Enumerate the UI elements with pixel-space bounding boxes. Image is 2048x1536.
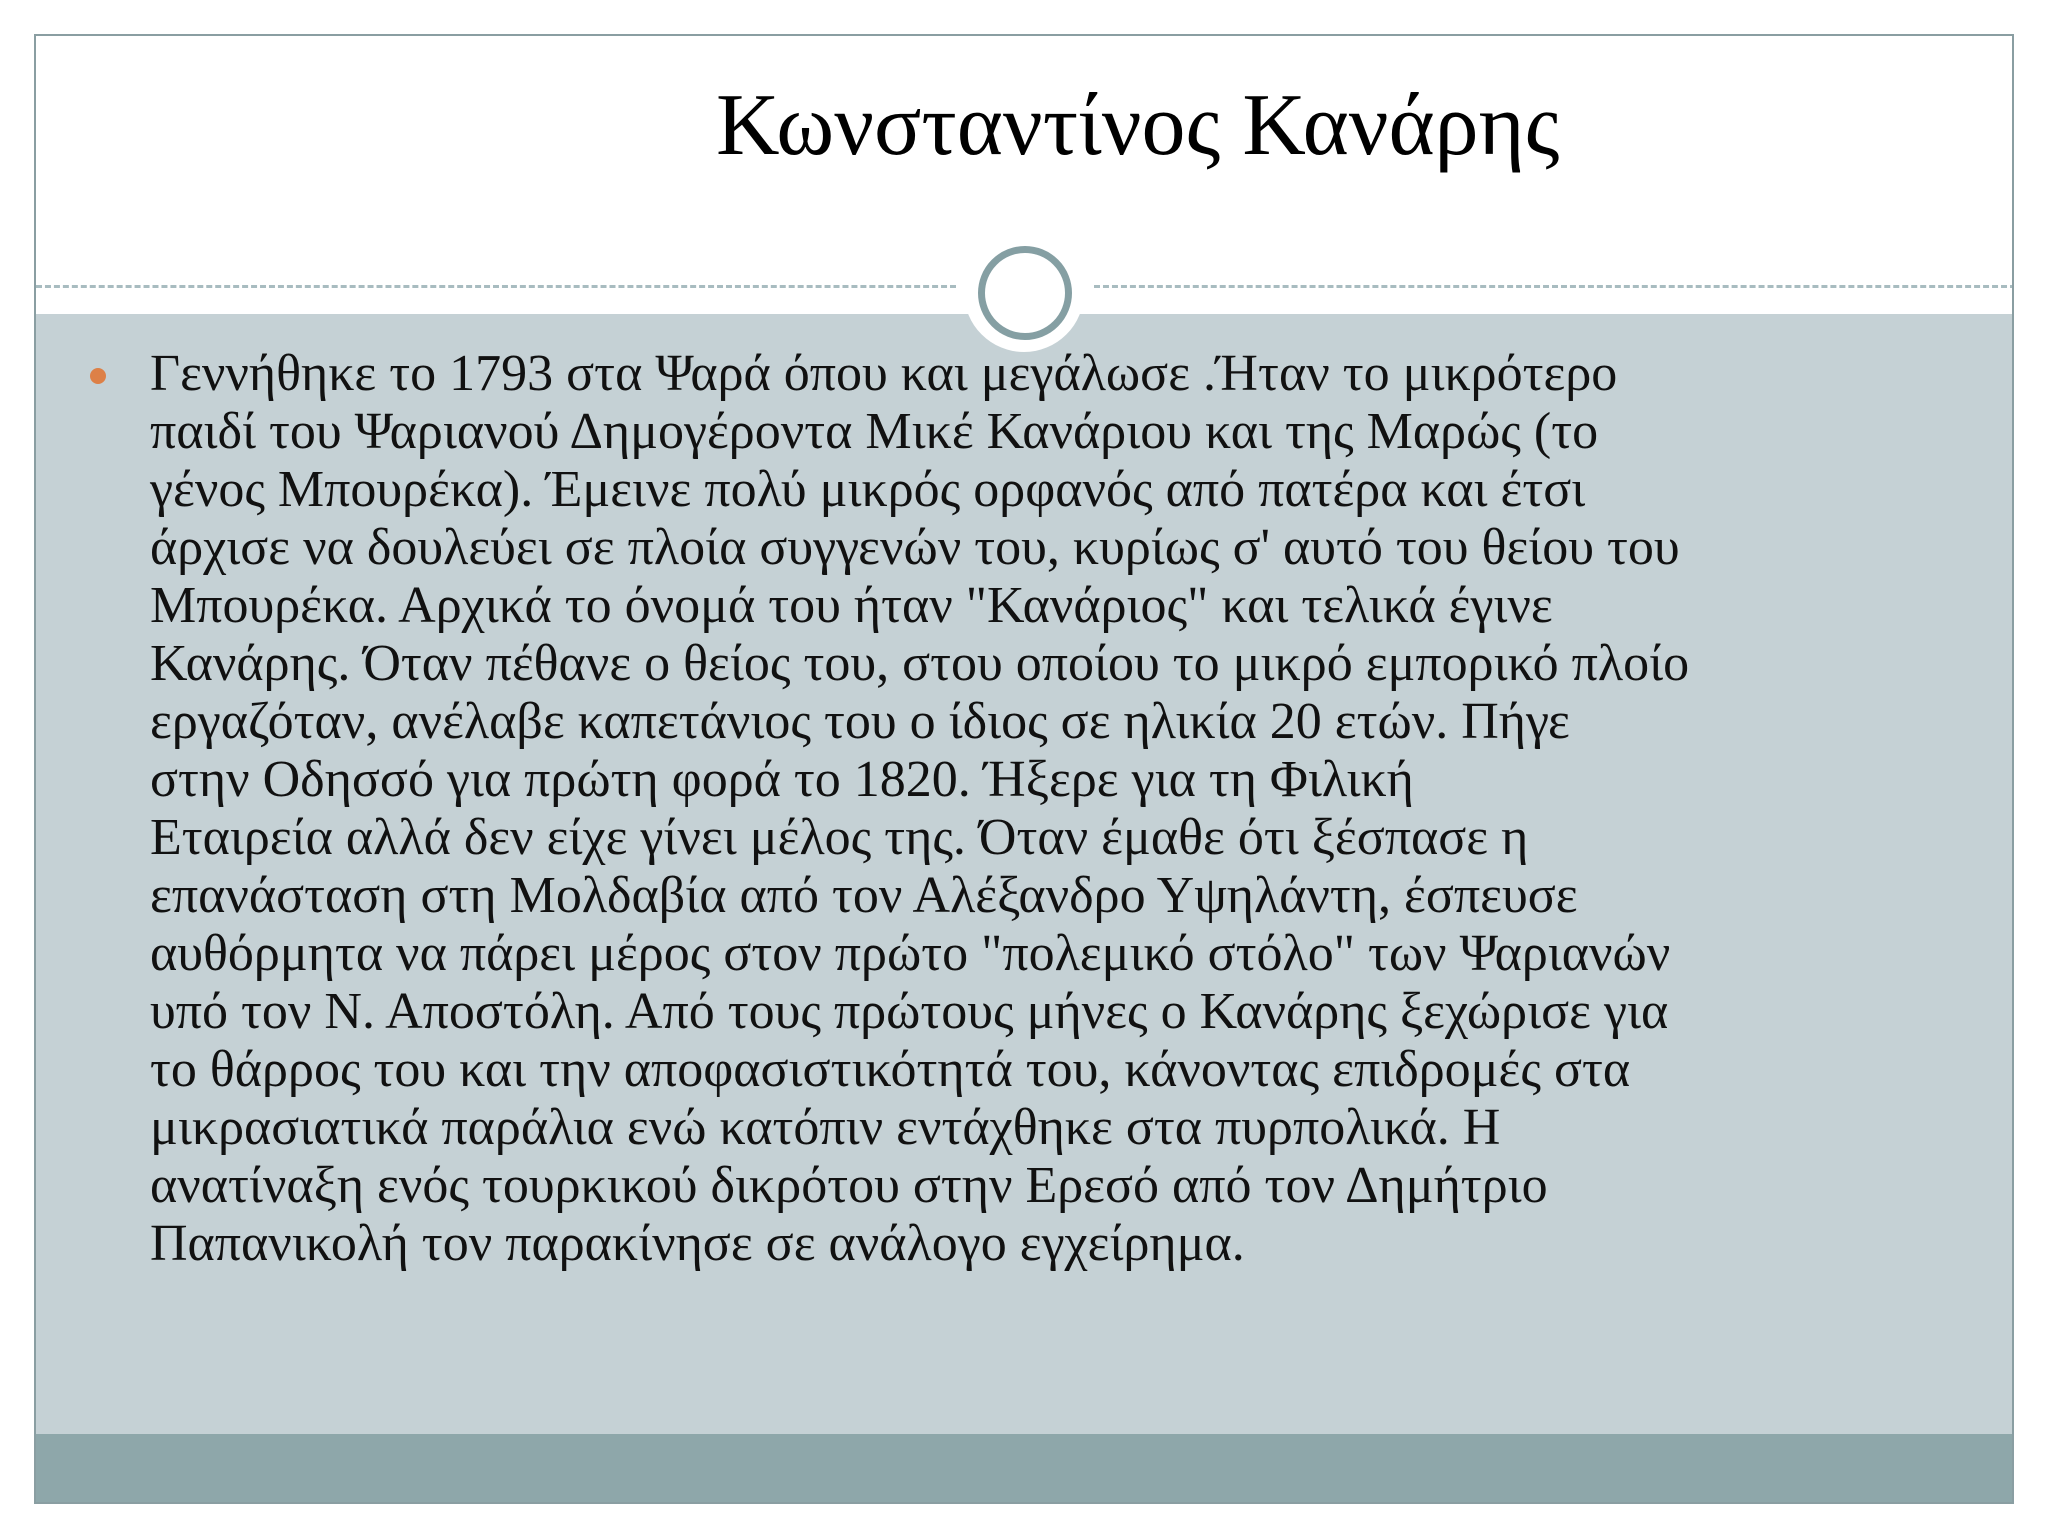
bullet-list [60, 345, 1940, 1273]
bullet-dot-icon [90, 368, 106, 384]
title-divider-left [36, 285, 956, 288]
circle-ornament-ring [978, 246, 1072, 340]
list-item [60, 345, 1940, 1273]
footer-band [36, 1434, 2012, 1504]
slide-title: Κωνσταντίνος Κανάρης [716, 77, 1560, 174]
title-divider-right [1094, 285, 2014, 288]
bullet-text: Γεννήθηκε το 1793 στα Ψαρά όπου και μεγάλωσε .Ήταν το μικρότερο παιδί του Ψαριανού Δημογέροντα Μικέ Κανάριου και της Μαρώς (το γένος Μπουρέκα). Έμεινε πολύ μικρός ορφανός από πατέρα και έτσι άρχισε να δουλεύει σε πλοία συγγενών του, κυρίως σ' αυτό του θείου του Μπουρέκα. Αρχικά το όνομά του ήταν "Κανάριος" και τελικά έγινε Κανάρης. Όταν πέθανε ο θείος του, στου οποίου το μικρό εμπορικό πλοίο εργαζόταν, ανέλαβε καπετάνιος του ο ίδιος σε ηλικία 20 ετών. Πήγε στην Οδησσό για πρώτη φορά το 1820. Ήξερε για τη Φιλική Εταιρεία αλλά δεν είχε γίνει μέλος της. Όταν έμαθε ότι ξέσπασε η επανάσταση στη Μολδαβία από τον Αλέξανδρο Υψηλάντη, έσπευσε αυθόρμητα να πάρει μέρος στον πρώτο "πολεμικό στόλο" των Ψαριανών υπό τον Ν. Αποστόλη. Από τους πρώτους μήνες ο Κανάρης ξεχώρισε για το θάρρος του και την αποφασιστικότητά του, κάνοντας επιδρομές στα μικρασιατικά παράλια ενώ κατόπιν εντάχθηκε στα πυρπολικά. Η ανατίναξη ενός τουρκικού δικρότου στην Ερεσό από τον Δημήτριο Παπανικολή τον παρακίνησε σε ανάλογο εγχείρημα. [150, 345, 1690, 1272]
